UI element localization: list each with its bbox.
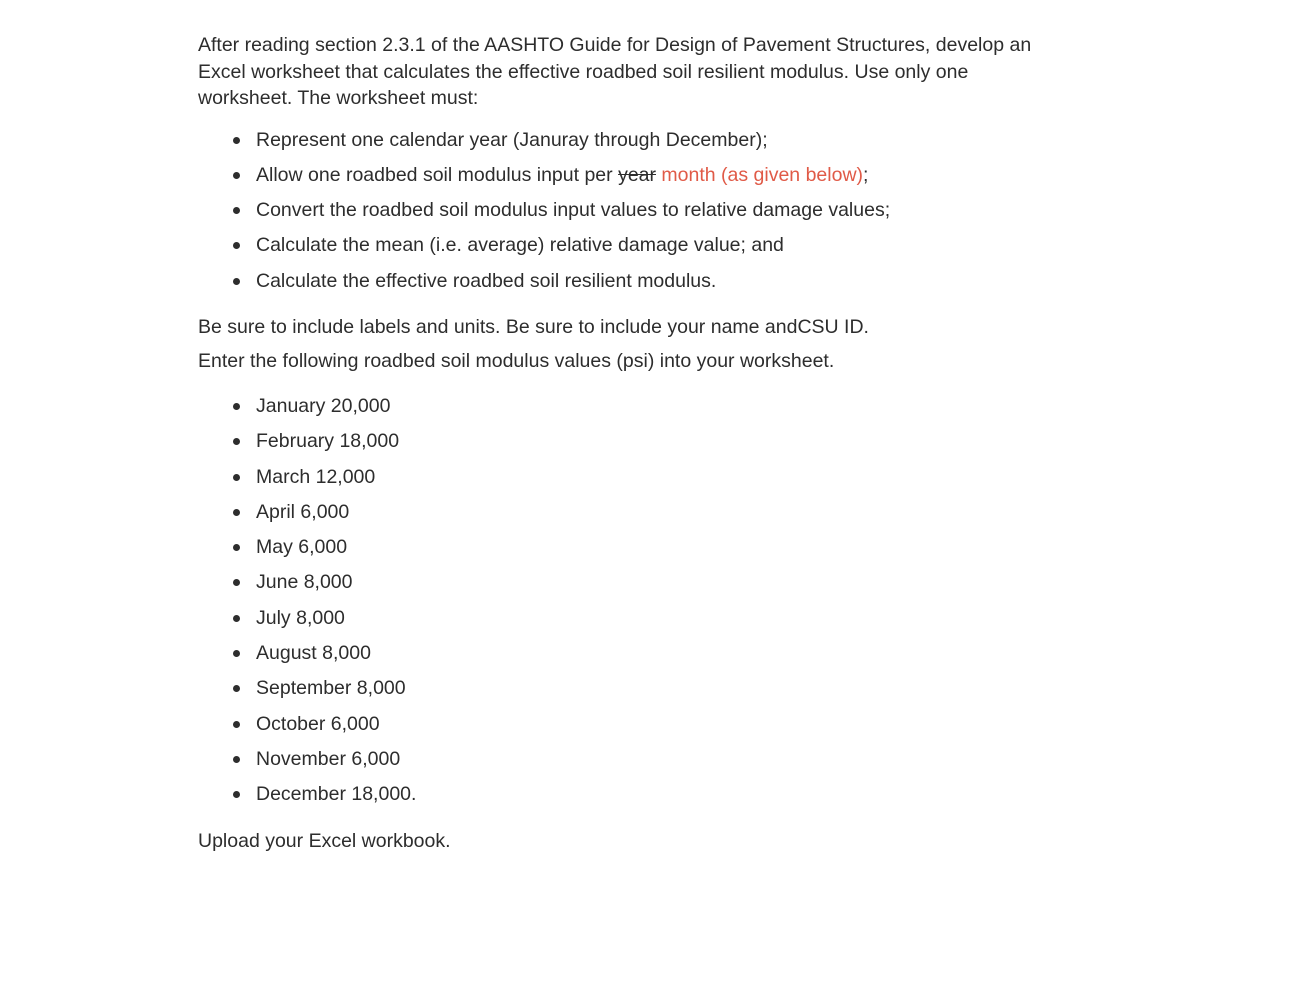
month-modulus-item: April 6,000 bbox=[198, 495, 1068, 530]
modulus-values-list bbox=[198, 389, 1068, 813]
month-modulus-item: March 12,000 bbox=[198, 460, 1068, 495]
labels-note: Be sure to include labels and units. Be sure to include your name andCSU ID. bbox=[198, 315, 869, 338]
month-modulus-item: February 18,000 bbox=[198, 424, 1068, 459]
month-modulus-item: August 8,000 bbox=[198, 636, 1068, 671]
assignment-content bbox=[198, 32, 1068, 858]
requirements-list bbox=[198, 123, 1068, 299]
enter-values-note: Enter the following roadbed soil modulus values (psi) into your worksheet. bbox=[198, 349, 835, 372]
month-modulus-item: June 8,000 bbox=[198, 565, 1068, 600]
month-modulus-item: October 6,000 bbox=[198, 707, 1068, 742]
month-modulus-item: December 18,000. bbox=[198, 777, 1068, 812]
month-modulus-item: May 6,000 bbox=[198, 530, 1068, 565]
month-modulus-item: November 6,000 bbox=[198, 742, 1068, 777]
requirement-item bbox=[198, 158, 1068, 193]
intro-paragraph: After reading section 2.3.1 of the AASHTO Guide for Design of Pavement Structures, develop an Excel worksheet that calculates the effective roadbed soil resilient modulus. Use only one worksheet. The worksheet must: bbox=[198, 34, 1032, 109]
requirement-item: Calculate the effective roadbed soil resilient modulus. bbox=[198, 264, 1068, 299]
inserted-text: month (as given below) bbox=[656, 163, 864, 186]
requirement-item: Convert the roadbed soil modulus input values to relative damage values; bbox=[198, 193, 1068, 228]
requirement-item: Calculate the mean (i.e. average) relative damage value; and bbox=[198, 228, 1068, 263]
requirement-item-suffix: ; bbox=[863, 163, 869, 186]
struck-word: year bbox=[618, 163, 656, 186]
month-modulus-item: July 8,000 bbox=[198, 601, 1068, 636]
requirement-item: Represent one calendar year (Januray through December); bbox=[198, 123, 1068, 158]
month-modulus-item: September 8,000 bbox=[198, 671, 1068, 706]
requirement-item-prefix: Allow one roadbed soil modulus input per bbox=[256, 163, 619, 186]
upload-instruction: Upload your Excel workbook. bbox=[198, 829, 451, 852]
month-modulus-item: January 20,000 bbox=[198, 389, 1068, 424]
